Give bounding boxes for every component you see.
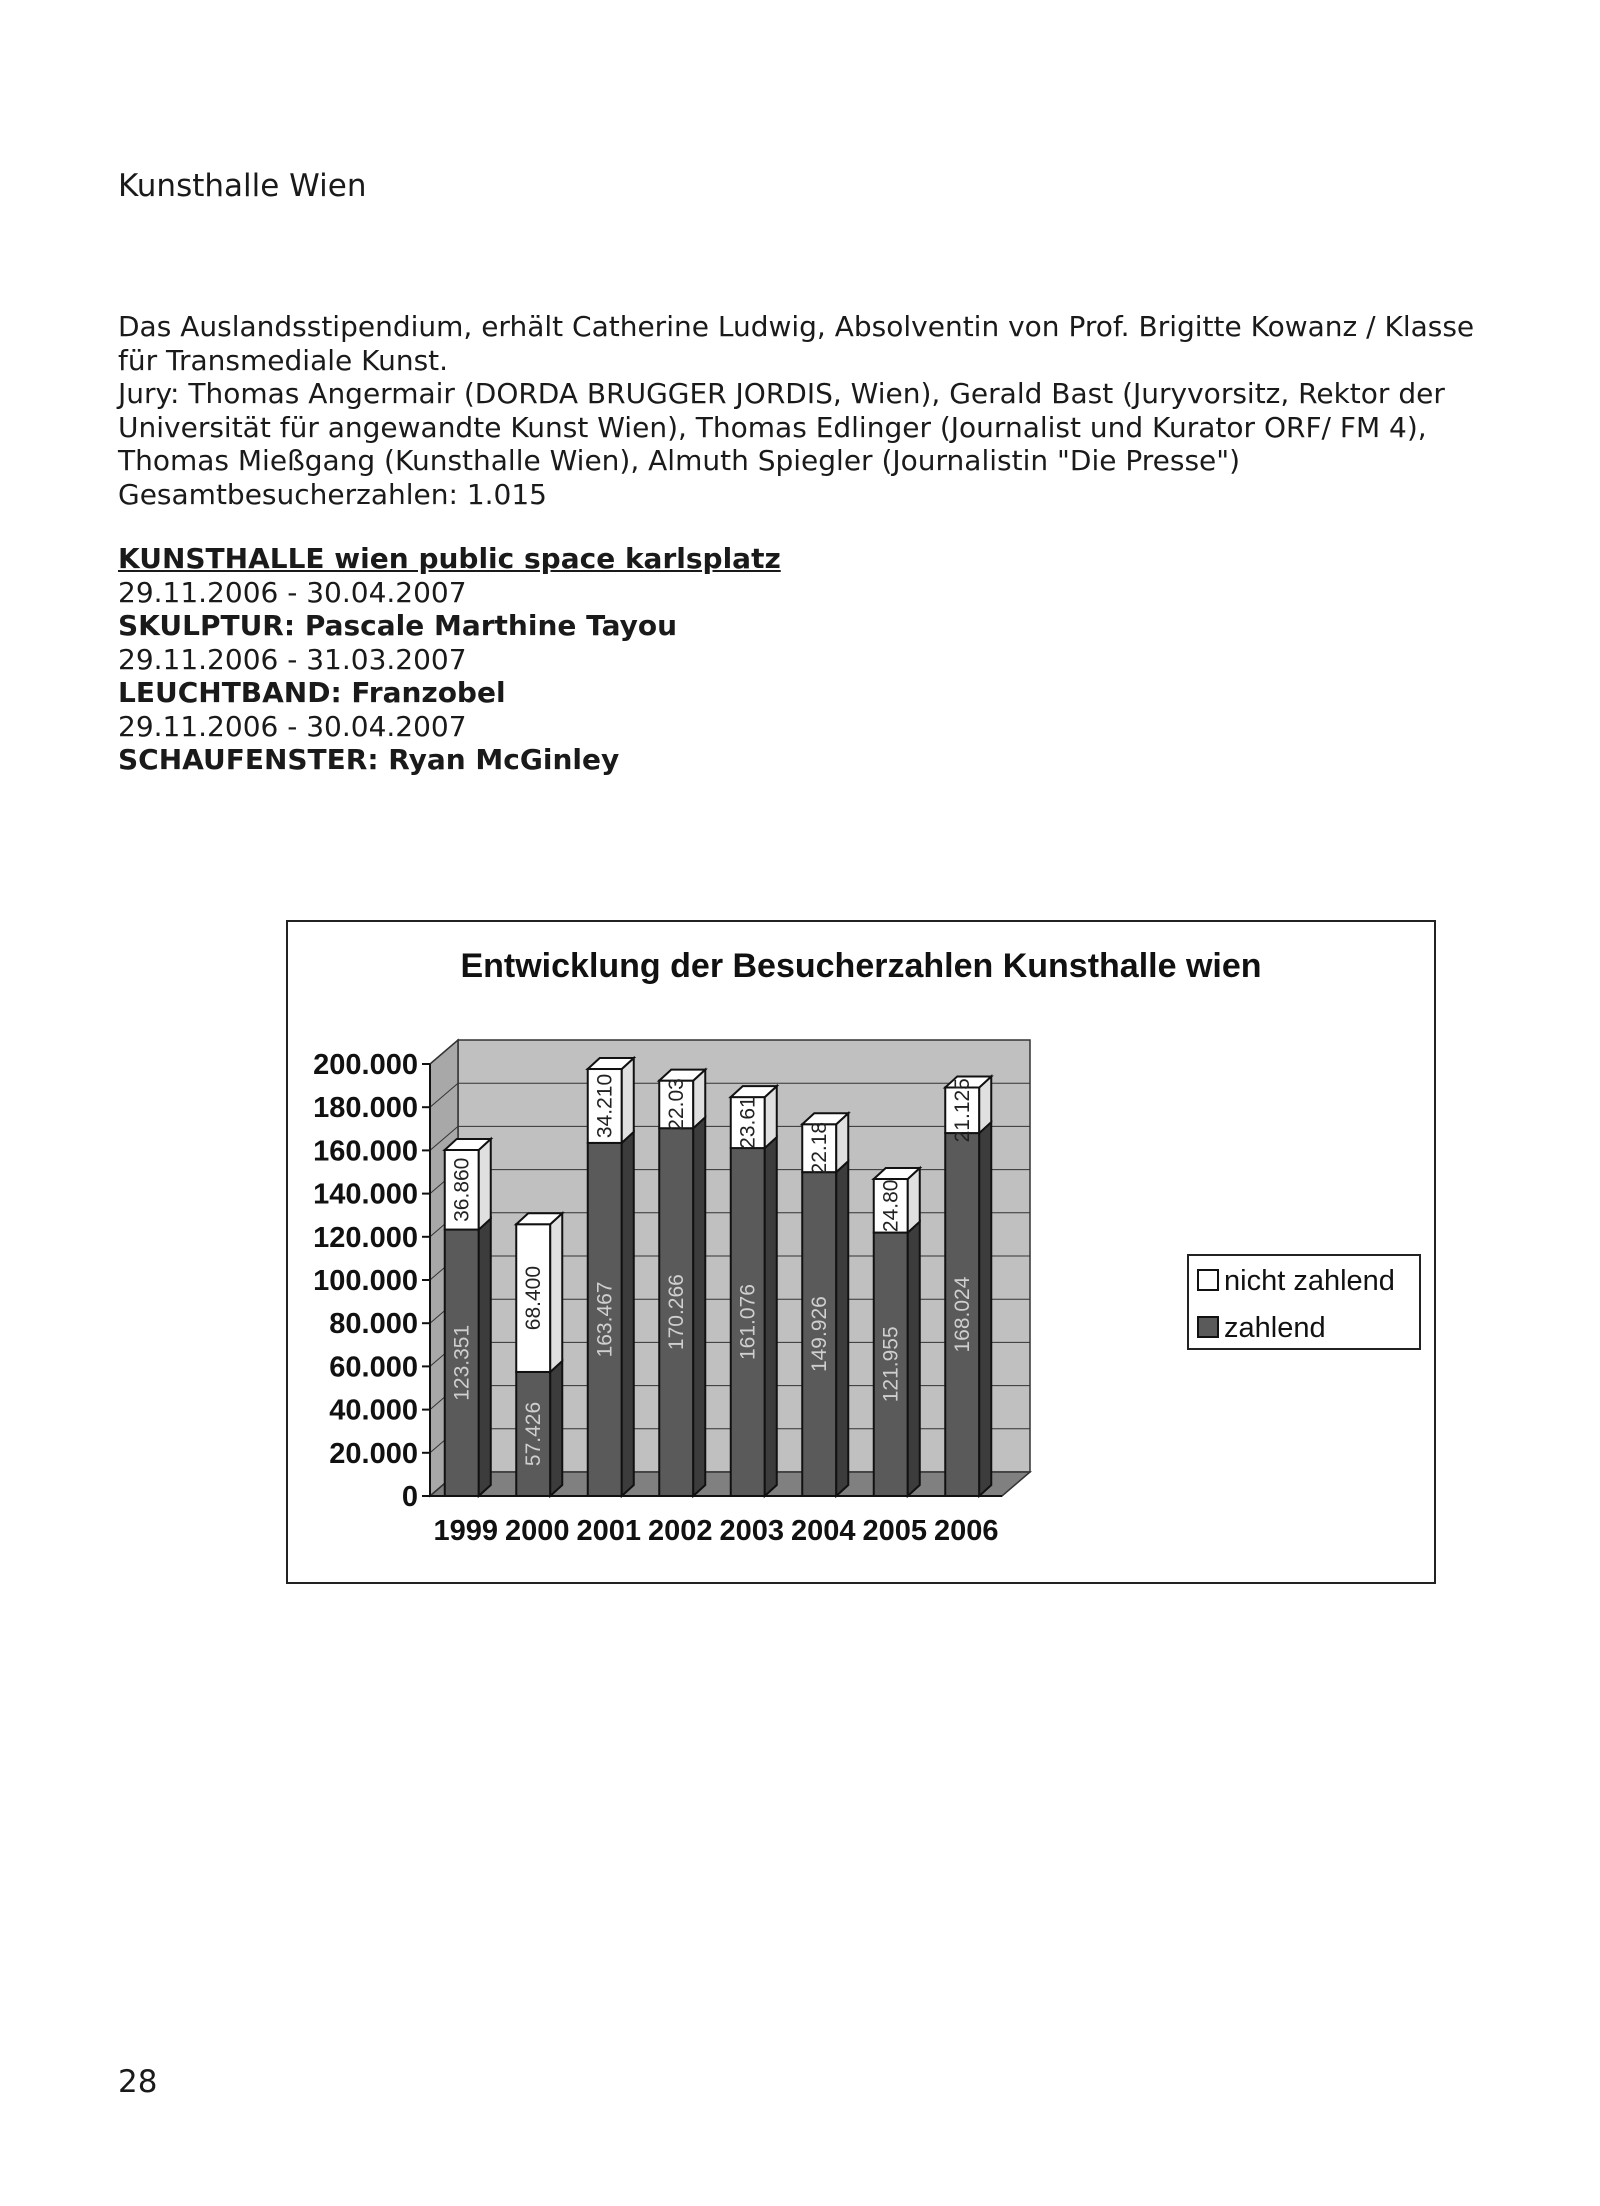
text-line: Thomas Mießgang (Kunsthalle Wien), Almuth Spiegler (Journalistin "Die Presse")	[118, 444, 1241, 477]
legend-swatch-zahlend	[1198, 1317, 1218, 1337]
text-line: Universität für angewandte Kunst Wien), Thomas Edlinger (Journalist und Kurator ORF/ FM 4),	[118, 410, 1427, 444]
y-tick-label: 0	[401, 1481, 418, 1513]
bar-zahlend-2006-side	[979, 1122, 991, 1496]
event-title: SCHAUFENSTER: Ryan McGinley	[118, 743, 620, 776]
event-date: 29.11.2006 - 31.03.2007	[118, 642, 467, 676]
y-tick-label: 140.000	[313, 1178, 418, 1211]
body-text	[118, 310, 1498, 511]
legend-label-zahlend: zahlend	[1224, 1312, 1326, 1344]
text-line: Das Auslandsstipendium, erhält Catherine Ludwig, Absolventin von Prof. Brigitte Kowanz / Klasse	[118, 310, 1475, 343]
value-label-zahlend-2006: 168.024	[951, 1276, 975, 1353]
x-tick-label: 2000	[504, 1515, 570, 1547]
value-label-zahlend-2002: 170.266	[665, 1274, 689, 1351]
events-heading: KUNSTHALLE wien public space karlsplatz	[118, 542, 781, 575]
value-label-zahlend-2003: 161.076	[736, 1284, 760, 1360]
text-line: für Transmediale Kunst.	[118, 343, 449, 377]
event-title: LEUCHTBAND: Franzobel	[118, 676, 506, 709]
value-label-nicht-zahlend-1999: 36.860	[450, 1157, 474, 1222]
event-date: 29.11.2006 - 30.04.2007	[118, 575, 467, 609]
value-label-zahlend-2001: 163.467	[593, 1281, 617, 1358]
value-label-zahlend-2005: 121.955	[879, 1326, 903, 1403]
y-tick-label: 180.000	[313, 1092, 418, 1125]
bar-zahlend-2005-side	[908, 1222, 920, 1496]
x-tick-label: 2004	[790, 1515, 856, 1547]
x-axis	[433, 1515, 998, 1547]
value-label-zahlend-1999: 123.351	[450, 1324, 474, 1401]
visitor-chart	[286, 920, 1436, 1584]
y-tick-label: 40.000	[329, 1394, 418, 1427]
bar-zahlend-2000-side	[550, 1361, 562, 1496]
value-label-zahlend-2000: 57.426	[522, 1401, 546, 1467]
value-label-nicht-zahlend-2006: 21.125	[951, 1078, 975, 1143]
event-date: 29.11.2006 - 30.04.2007	[118, 709, 467, 743]
y-tick-label: 80.000	[329, 1308, 418, 1341]
event-title: SKULPTUR: Pascale Marthine Tayou	[118, 609, 678, 642]
chart-title: Entwicklung der Besucherzahlen Kunsthalle wien	[460, 947, 1262, 985]
x-tick-label: 2002	[647, 1515, 713, 1547]
chart-canvas	[288, 922, 1434, 1582]
legend-swatch-nicht-zahlend	[1198, 1270, 1218, 1290]
value-label-zahlend-2004: 149.926	[808, 1296, 832, 1373]
y-tick-label: 120.000	[313, 1221, 418, 1254]
value-label-nicht-zahlend-2004: 22.18	[808, 1121, 832, 1175]
x-tick-label: 2006	[933, 1515, 999, 1547]
bar-zahlend-2004-side	[836, 1161, 848, 1496]
legend	[1188, 1255, 1420, 1349]
y-tick-label: 20.000	[329, 1437, 418, 1470]
y-tick-label: 200.000	[313, 1049, 418, 1081]
bar-nicht-zahlend-2001-side	[622, 1058, 634, 1143]
x-tick-label: 2003	[719, 1515, 785, 1547]
bar-zahlend-2002-side	[693, 1117, 705, 1496]
value-label-nicht-zahlend-2000: 68.400	[522, 1265, 546, 1331]
y-tick-label: 60.000	[329, 1351, 418, 1384]
page-title: Kunsthalle Wien	[118, 168, 367, 204]
bar-nicht-zahlend-2000-side	[550, 1213, 562, 1372]
x-tick-label: 2001	[576, 1515, 642, 1547]
y-tick-label: 100.000	[313, 1265, 418, 1297]
page-number: 28	[118, 2064, 158, 2100]
bar-zahlend-2001-side	[622, 1132, 634, 1496]
x-tick-label: 1999	[433, 1515, 499, 1547]
value-label-nicht-zahlend-2002: 22.03	[665, 1078, 689, 1131]
bar-zahlend-2003-side	[765, 1137, 777, 1496]
y-tick-label: 160.000	[313, 1135, 418, 1168]
bar-nicht-zahlend-1999-side	[479, 1139, 491, 1230]
x-tick-label: 2005	[862, 1515, 928, 1547]
legend-label-nicht-zahlend: nicht zahlend	[1224, 1265, 1395, 1297]
value-label-nicht-zahlend-2003: 23.61	[736, 1096, 760, 1149]
text-line: Gesamtbesucherzahlen: 1.015	[118, 477, 547, 511]
y-axis	[313, 1049, 430, 1513]
bar-zahlend-1999-side	[479, 1219, 491, 1496]
value-label-nicht-zahlend-2001: 34.210	[593, 1073, 617, 1139]
events-section	[118, 542, 781, 777]
value-label-nicht-zahlend-2005: 24.80	[879, 1179, 903, 1233]
text-line: Jury: Thomas Angermair (DORDA BRUGGER JORDIS, Wien), Gerald Bast (Juryvorsitz, Rektor der	[118, 377, 1445, 410]
